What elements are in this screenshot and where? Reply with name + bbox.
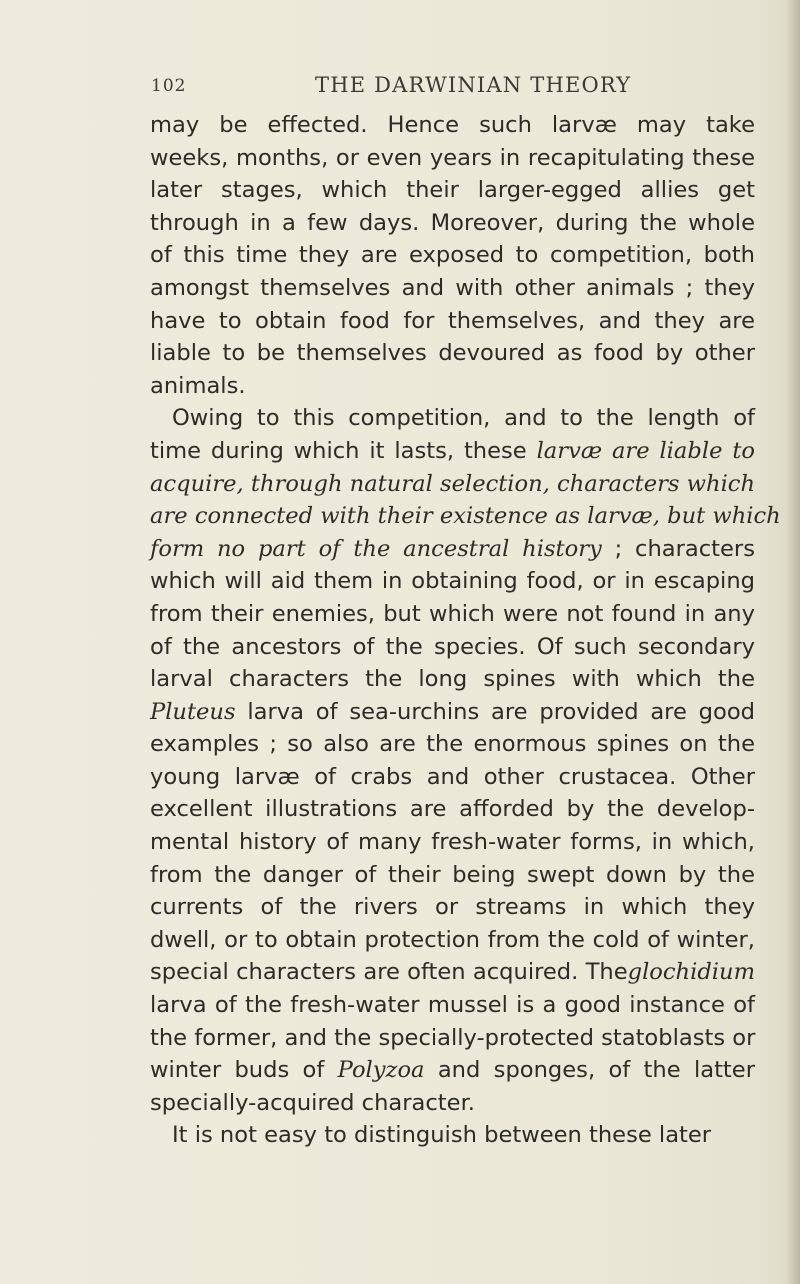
text-line: the former, and the specially-protected statoblasts or [150, 1024, 756, 1051]
text-line: from their enemies, but which were not found in any [150, 600, 755, 627]
text-line: dwell, or to obtain protection from the cold of winter, [150, 926, 755, 953]
text-line: from the danger of their being swept down by the [150, 861, 755, 888]
text-line [150, 956, 755, 989]
text-line [150, 696, 755, 729]
text-line [150, 435, 755, 468]
italic-span: larvæ are liable to [536, 437, 755, 464]
text-line: specially-acquired character. [150, 1089, 475, 1116]
italic-span: glochidium [627, 959, 755, 986]
running-head: THE DARWINIAN THEORY [315, 73, 632, 97]
text-span: and sponges, of the latter [424, 1057, 755, 1084]
text-line: of this time they are exposed to competition, both [150, 242, 755, 269]
text-span: time during which it lasts, these [150, 437, 537, 464]
italic-span: Pluteus [150, 698, 236, 725]
italic-line: are connected with their existence as larvæ, but which [150, 503, 781, 530]
text-line: animals. [150, 372, 246, 399]
text-line: weeks, months, or even years in recapitulating these [150, 144, 755, 171]
text-line: have to obtain food for themselves, and they are [150, 307, 755, 334]
text-line: may be effected. Hence such larvæ may take [150, 112, 755, 138]
text-line: mental history of many fresh-water forms, in which, [150, 829, 755, 856]
text-line: larval characters the long spines with which the [150, 666, 755, 693]
text-line: It is not easy to distinguish between these later [172, 1122, 712, 1149]
text-span: winter buds of [150, 1057, 338, 1084]
text-line: Owing to this competition, and to the length of [172, 405, 755, 432]
italic-span: Polyzoa [337, 1057, 425, 1084]
text-line: examples ; so also are the enormous spines on the [150, 731, 755, 758]
text-line: excellent illustrations are afforded by the develop- [150, 796, 755, 823]
italic-span: form no part of the ancestral history [150, 535, 602, 562]
text-line: of the ancestors of the species. Of such secondary [150, 633, 755, 660]
page-number: 102 [151, 76, 187, 96]
text-line: liable to be themselves devoured as food by other [150, 340, 755, 367]
body-text [150, 109, 781, 1152]
text-line [150, 1054, 755, 1087]
text-line: amongst themselves and with other animals ; they [150, 274, 755, 301]
text-line: currents of the rivers or streams in which they [150, 894, 755, 921]
text-span: ; characters [601, 535, 755, 562]
text-line: through in a few days. Moreover, during the whole [150, 209, 755, 236]
text-line: which will aid them in obtaining food, or in escaping [150, 568, 755, 595]
text-line: young larvæ of crabs and other crustacea. Other [150, 763, 755, 790]
text-line [150, 533, 755, 566]
text-line: later stages, which their larger-egged allies get [150, 177, 755, 204]
text-span: special characters are often acquired. The [150, 959, 628, 986]
italic-line: acquire, through natural selection, characters which [150, 470, 756, 497]
page-edge-shadow [786, 0, 800, 1284]
text-span: larva of sea-urchins are provided are good [235, 698, 755, 725]
text-line: larva of the fresh-water mussel is a good instance of [150, 992, 755, 1019]
